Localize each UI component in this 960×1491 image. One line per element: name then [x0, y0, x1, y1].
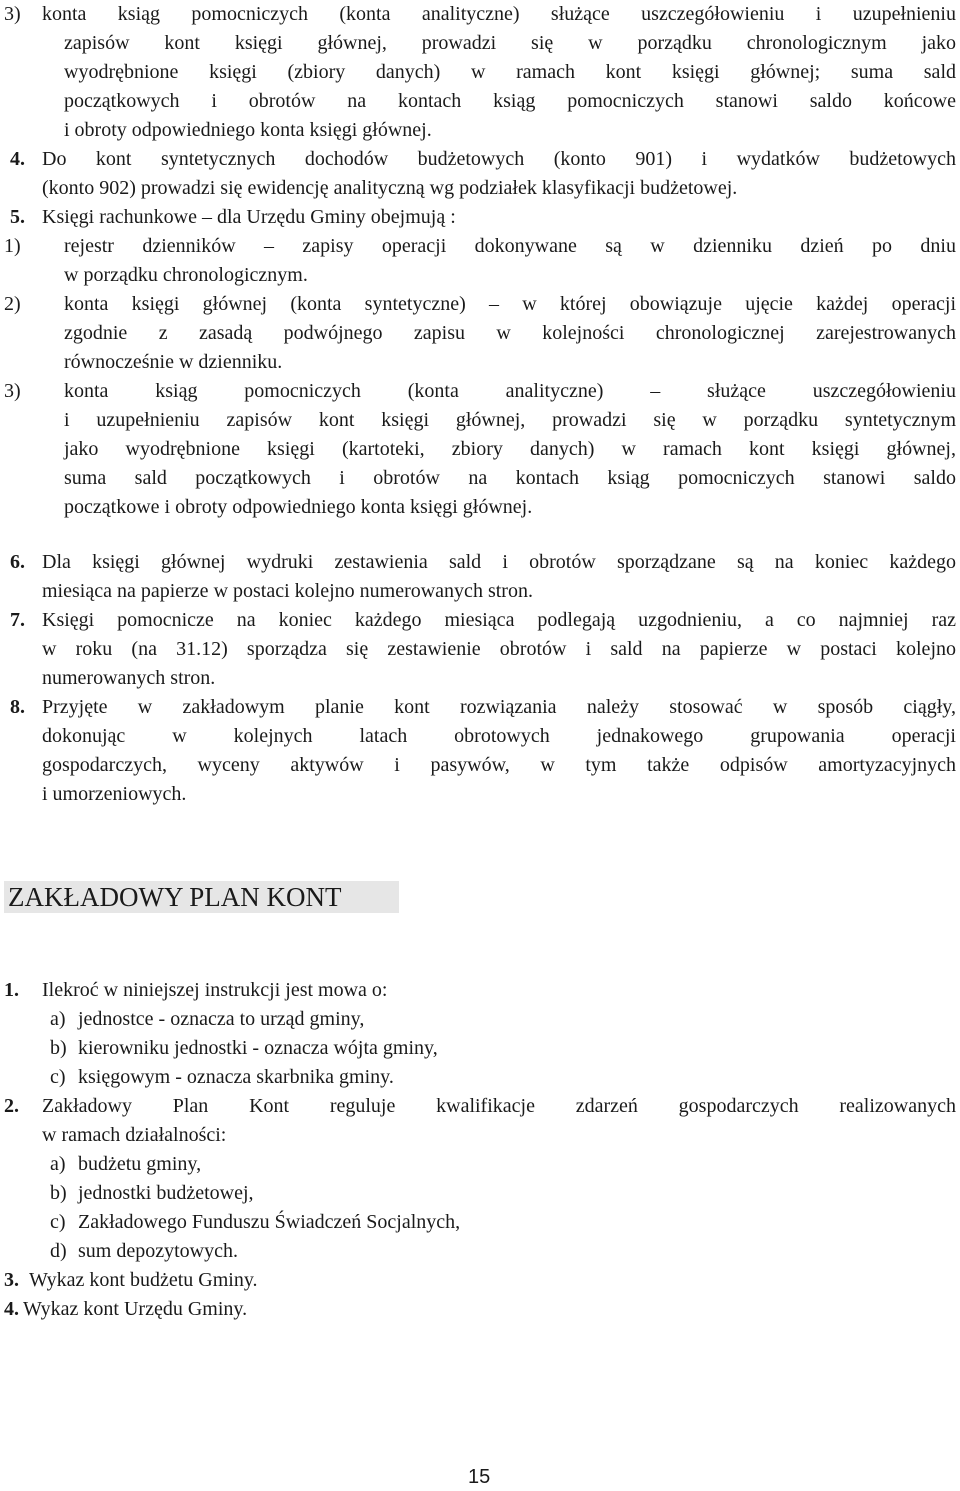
list-letter: c)	[50, 1066, 66, 1088]
text-line: konta ksiąg pomocniczych (konta analityczne) – służące uszczegółowieniu	[64, 380, 956, 402]
text-line: i obroty odpowiedniego konta księgi głównej.	[64, 119, 432, 141]
text-line: w porządku chronologicznym.	[64, 264, 308, 286]
list-item: kierowniku jednostki - oznacza wójta gminy,	[78, 1037, 438, 1059]
list-letter: d)	[50, 1240, 67, 1262]
text-line: Przyjęte w zakładowym planie kont rozwiązania należy stosować w sposób ciągły,	[42, 696, 956, 718]
text-line: Do kont syntetycznych dochodów budżetowych (konto 901) i wydatków budżetowych	[42, 148, 956, 170]
page-number: 15	[468, 1466, 491, 1488]
text-line: konta księgi głównej (konta syntetyczne) – w której obowiązuje ujęcie każdej operacji	[64, 293, 956, 315]
text-line: numerowanych stron.	[42, 667, 216, 689]
paragraph-number: 5.	[10, 206, 25, 228]
list-item: Zakładowego Funduszu Świadczeń Socjalnych,	[78, 1211, 461, 1233]
text-line: jako wyodrębnione księgi (kartoteki, zbiory danych) w ramach kont księgi głównej,	[64, 438, 956, 460]
list-letter: a)	[50, 1153, 66, 1175]
text-line: zapisów kont księgi głównej, prowadzi się w porządku chronologicznym jako	[64, 32, 956, 54]
text-line: konta ksiąg pomocniczych (konta analityczne) służące uszczegółowieniu i uzupełnieniu	[42, 3, 956, 25]
list-letter: b)	[50, 1037, 67, 1059]
text-line: początkowych i obrotów na kontach ksiąg pomocniczych stanowi saldo końcowe	[64, 90, 956, 112]
list-number: 2)	[4, 293, 21, 315]
text-line: w ramach działalności:	[42, 1124, 227, 1146]
text-line: miesiąca na papierze w postaci kolejno numerowanych stron.	[42, 580, 533, 602]
text-line: Dla księgi głównej wydruki zestawienia sald i obrotów sporządzane są na koniec każdego	[42, 551, 956, 573]
text-line: początkowe i obroty odpowiedniego konta księgi głównej.	[64, 496, 533, 518]
text-line: Wykaz kont budżetu Gminy.	[29, 1269, 258, 1291]
paragraph-number: 2.	[4, 1095, 19, 1117]
text-line: zgodnie z zasadą podwójnego zapisu w kolejności chronologicznej zarejestrowanych	[64, 322, 956, 344]
section-heading: ZAKŁADOWY PLAN KONT	[4, 881, 399, 913]
list-item: sum depozytowych.	[78, 1240, 238, 1262]
list-item: budżetu gminy,	[78, 1153, 202, 1175]
text-line: rejestr dzienników – zapisy operacji dokonywane są w dzienniku dzień po dniu	[64, 235, 956, 257]
text-line: suma sald początkowych i obrotów na kontach ksiąg pomocniczych stanowi saldo	[64, 467, 956, 489]
list-letter: a)	[50, 1008, 66, 1030]
list-item: jednostki budżetowej,	[78, 1182, 254, 1204]
paragraph-number: 8.	[10, 696, 25, 718]
text-line: gospodarczych, wyceny aktywów i pasywów, w tym także odpisów amortyzacyjnych	[42, 754, 956, 776]
paragraph-number: 1.	[4, 979, 19, 1001]
text-line: Wykaz kont Urzędu Gminy.	[23, 1298, 248, 1320]
text-line: wyodrębnione księgi (zbiory danych) w ramach kont księgi głównej; suma sald	[64, 61, 956, 83]
list-item: księgowym - oznacza skarbnika gminy.	[78, 1066, 394, 1088]
list-item: jednostce - oznacza to urząd gminy,	[78, 1008, 365, 1030]
text-line: i umorzeniowych.	[42, 783, 187, 805]
paragraph-number: 4.	[4, 1298, 19, 1320]
list-letter: c)	[50, 1211, 66, 1233]
list-number: 1)	[4, 235, 21, 257]
list-number: 3)	[4, 380, 21, 402]
paragraph-number: 4.	[10, 148, 25, 170]
text-line: i uzupełnieniu zapisów kont księgi głównej, prowadzi się w porządku syntetycznym	[64, 409, 956, 431]
text-line: dokonując w kolejnych latach obrotowych jednakowego grupowania operacji	[42, 725, 956, 747]
text-line: Zakładowy Plan Kont reguluje kwalifikacje zdarzeń gospodarczych realizowanych	[42, 1095, 956, 1117]
text-line: (konto 902) prowadzi się ewidencję analityczną wg podziałek klasyfikacji budżetowej.	[42, 177, 738, 199]
text-line: w roku (na 31.12) sporządza się zestawienie obrotów i sald na papierze w postaci kolejno	[42, 638, 956, 660]
paragraph-number: 7.	[10, 609, 25, 631]
paragraph-number: 6.	[10, 551, 25, 573]
text-line: Księgi rachunkowe – dla Urzędu Gminy obejmują :	[42, 206, 456, 228]
text-line: równocześnie w dzienniku.	[64, 351, 283, 373]
list-number: 3)	[4, 3, 21, 25]
text-line: Ilekroć w niniejszej instrukcji jest mowa o:	[42, 979, 388, 1001]
text-line: Księgi pomocnicze na koniec każdego miesiąca podlegają uzgodnieniu, a co najmniej raz	[42, 609, 956, 631]
paragraph-number: 3.	[4, 1269, 19, 1291]
list-letter: b)	[50, 1182, 67, 1204]
